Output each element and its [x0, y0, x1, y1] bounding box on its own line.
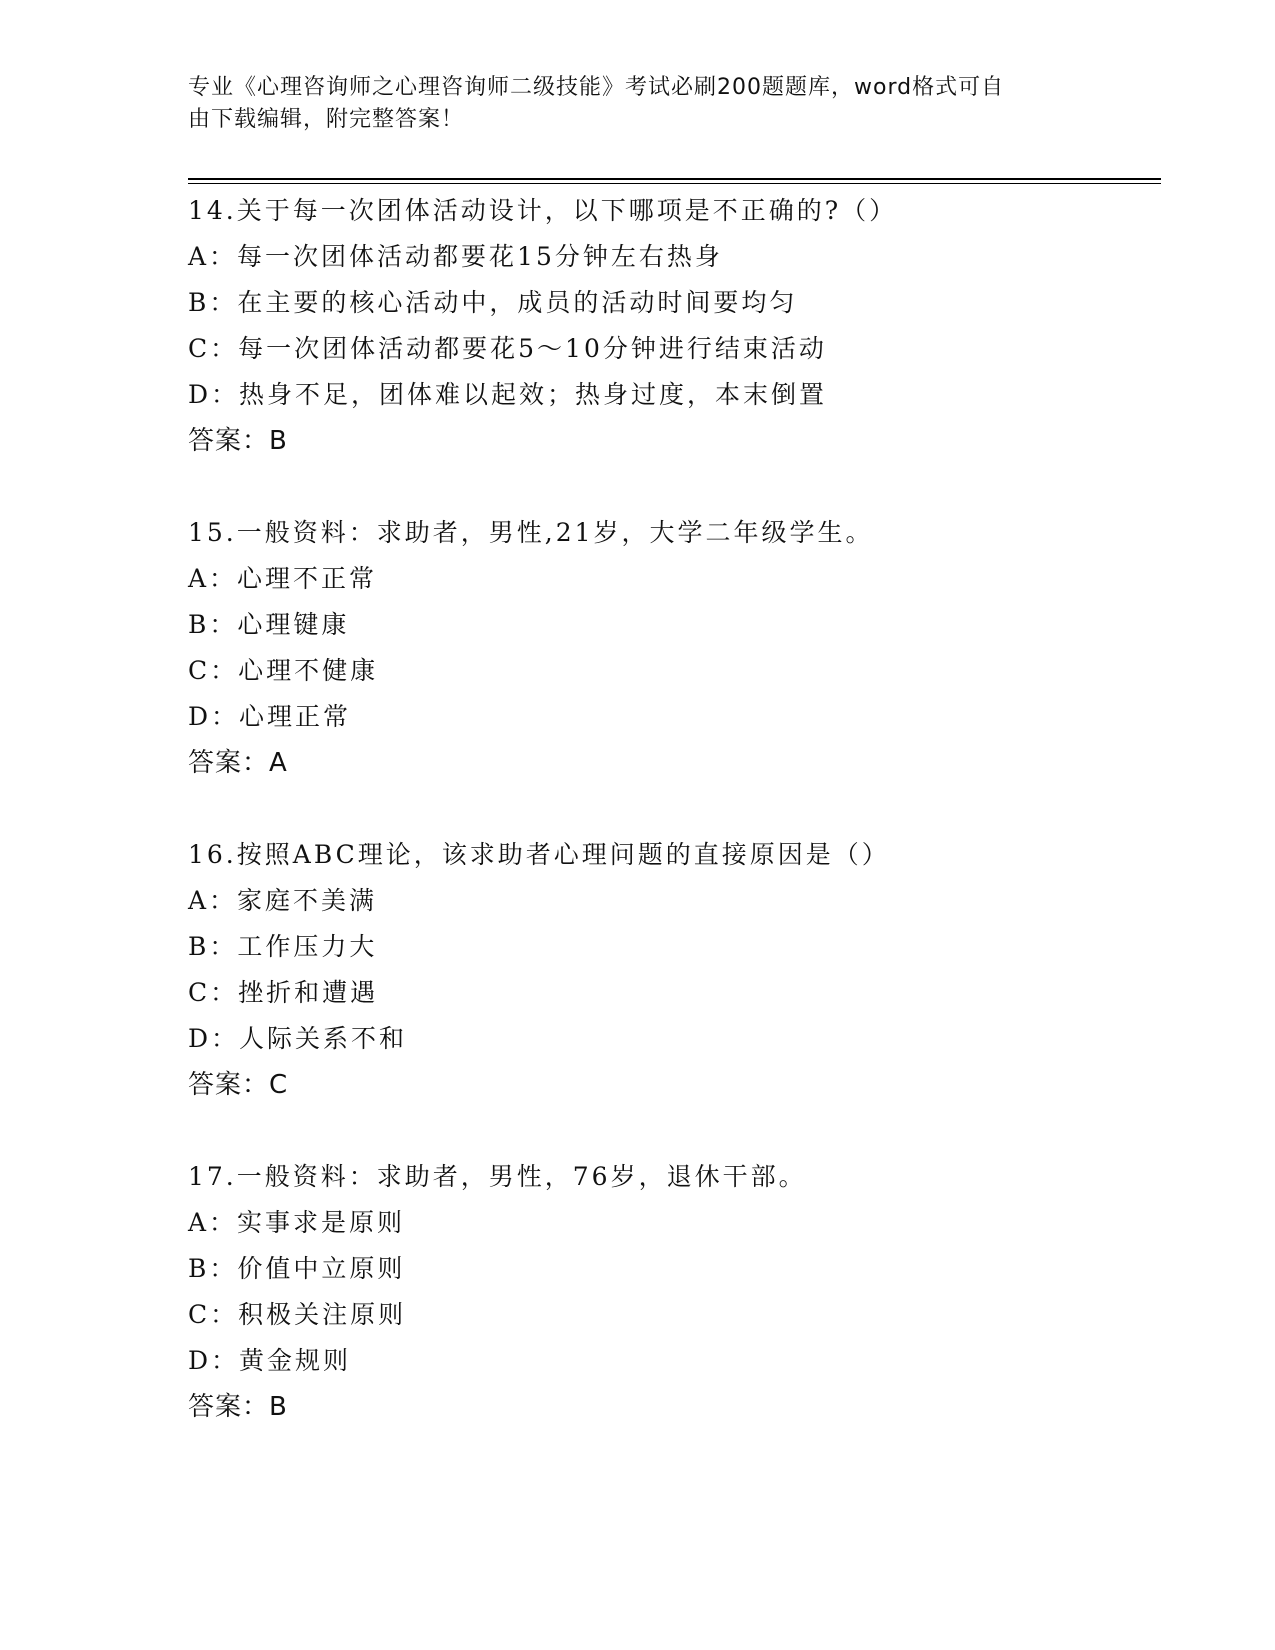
question-stem: 14.关于每一次团体活动设计，以下哪项是不正确的?（） [188, 196, 898, 225]
option-c: C：心理不健康 [188, 656, 379, 685]
option-c: C：每一次团体活动都要花5～10分钟进行结束活动 [188, 334, 827, 363]
question-block [188, 832, 1148, 1108]
option-d: D：热身不足，团体难以起效；热身过度，本末倒置 [188, 380, 828, 409]
spacer [188, 786, 1148, 832]
option-a: A：实事求是原则 [188, 1208, 406, 1237]
answer-line: 答案：B [188, 426, 288, 456]
question-stem: 15.一般资料：求助者，男性,21岁，大学二年级学生。 [188, 518, 874, 547]
question-block [188, 188, 1148, 464]
question-block [188, 510, 1148, 786]
option-d: D：黄金规则 [188, 1346, 352, 1375]
option-b: B：心理键康 [188, 610, 350, 639]
header-line-1: 专业《心理咨询师之心理咨询师二级技能》考试必刷200题题库，word格式可自 [188, 75, 1005, 100]
spacer [188, 464, 1148, 510]
question-stem: 16.按照ABC理论，该求助者心理问题的直接原因是（） [188, 840, 890, 869]
question-stem: 17.一般资料：求助者，男性，76岁，退休干部。 [188, 1162, 807, 1191]
question-block [188, 1154, 1148, 1430]
option-c: C：挫折和遭遇 [188, 978, 379, 1007]
option-b: B：工作压力大 [188, 932, 378, 961]
header-divider-thick [188, 178, 1161, 180]
option-b: B：价值中立原则 [188, 1254, 406, 1283]
answer-line: 答案：C [188, 1070, 289, 1100]
header-divider-thin [188, 183, 1161, 184]
option-a: A：每一次团体活动都要花15分钟左右热身 [188, 242, 723, 271]
spacer [188, 1108, 1148, 1154]
option-a: A：家庭不美满 [188, 886, 378, 915]
option-c: C：积极关注原则 [188, 1300, 407, 1329]
option-a: A：心理不正常 [188, 564, 378, 593]
answer-line: 答案：B [188, 1392, 288, 1422]
option-d: D：人际关系不和 [188, 1024, 408, 1053]
option-b: B：在主要的核心活动中，成员的活动时间要均匀 [188, 288, 798, 317]
document-header [188, 72, 1088, 136]
answer-line: 答案：A [188, 748, 288, 778]
header-line-2: 由下载编辑，附完整答案！ [188, 107, 465, 132]
option-d: D：心理正常 [188, 702, 352, 731]
question-list [188, 188, 1148, 1430]
